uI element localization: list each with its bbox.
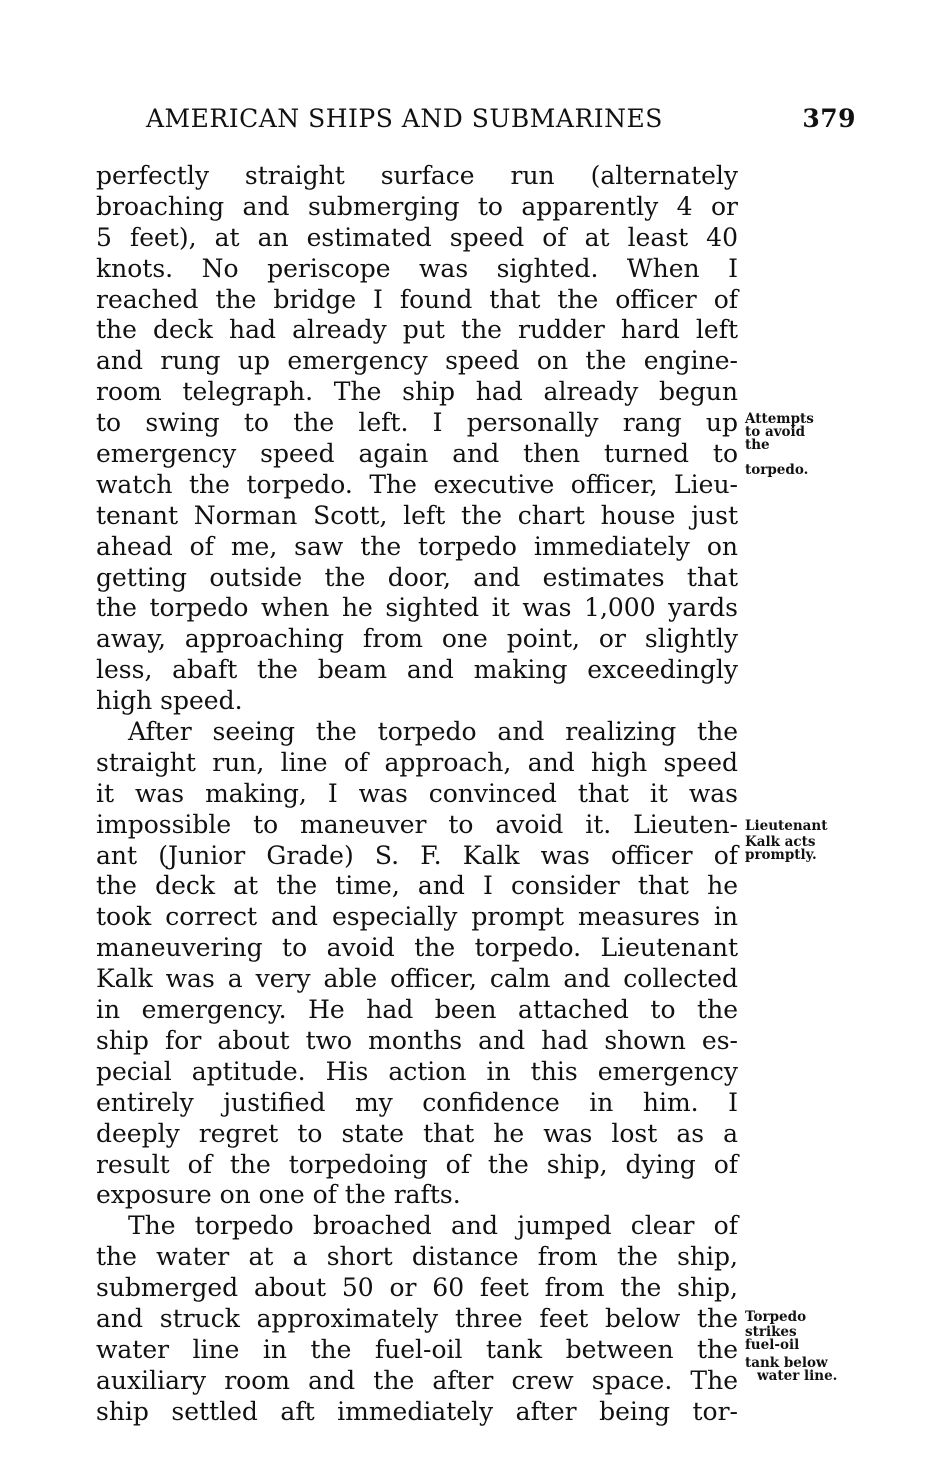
running-head-title: AMERICAN SHIPS AND SUBMARINES (146, 104, 663, 133)
text-line: less, abaft the beam and making exceedingly (96, 655, 738, 685)
text-line: and struck approximately three feet below the (96, 1303, 738, 1333)
text-line: the water at a short distance from the ship, (96, 1242, 738, 1272)
text-line: knots. No periscope was sighted. When I (96, 253, 738, 283)
text-line: ahead of me, saw the torpedo immediately on (96, 531, 738, 561)
margin-note-torpedo (745, 1311, 865, 1383)
text-line: 5 feet), at an estimated speed of at least 40 (96, 222, 738, 252)
text-line: impossible to maneuver to avoid it. Lieuten- (96, 809, 738, 839)
body-text (96, 161, 738, 1428)
margin-note-line: strikes (745, 1324, 797, 1340)
text-line: water line in the fuel-oil tank between the (96, 1334, 738, 1364)
paragraph-start-line: After seeing the torpedo and realizing the (128, 717, 738, 747)
margin-note-line: Torpedo (745, 1309, 807, 1325)
margin-note-line: torpedo. (745, 462, 809, 478)
margin-note-line: Lieutenant (745, 818, 828, 834)
text-line: away, approaching from one point, or slightly (96, 624, 738, 654)
text-line: pecial aptitude. His action in this emergency (96, 1056, 738, 1086)
text-line: Kalk was a very able officer, calm and collected (96, 964, 738, 994)
margin-note-line: Kalk acts (745, 834, 816, 850)
margin-note-line: promptly. (745, 847, 817, 863)
paragraph-start-line: The torpedo broached and jumped clear of (128, 1211, 738, 1241)
text-line: broaching and submerging to apparently 4 or (96, 191, 738, 221)
margin-note-line: the (745, 437, 770, 453)
text-line: emergency speed again and then turned to (96, 439, 738, 469)
text-line: room telegraph. The ship had already begun (96, 377, 738, 407)
text-line: took correct and especially prompt measures in (96, 902, 738, 932)
text-line: exposure on one of the rafts. (96, 1180, 461, 1210)
text-line: straight run, line of approach, and high speed (96, 747, 738, 777)
margin-note-line: water line. (757, 1368, 838, 1384)
margin-note-attempts (745, 413, 865, 477)
text-line: and rung up emergency speed on the engine- (96, 346, 738, 376)
page-number: 379 (802, 104, 856, 133)
text-line: high speed. (96, 686, 243, 716)
text-line: maneuvering to avoid the torpedo. Lieutenant (96, 933, 738, 963)
text-line: entirely justified my confidence in him. I (96, 1087, 738, 1117)
text-line: reached the bridge I found that the officer of (96, 284, 738, 314)
text-line: the deck at the time, and I consider that he (96, 871, 738, 901)
text-line: it was making, I was convinced that it was (96, 778, 738, 808)
margin-note-line: to avoid (745, 424, 806, 440)
text-line: submerged about 50 or 60 feet from the ship, (96, 1273, 738, 1303)
text-line: ship for about two months and had shown es- (96, 1025, 738, 1055)
text-line: watch the torpedo. The executive officer, Lieu- (96, 469, 738, 499)
text-line: ant (Junior Grade) S. F. Kalk was officer of (96, 840, 738, 870)
margin-note-line: fuel-oil (745, 1337, 800, 1353)
text-line: the deck had already put the rudder hard left (96, 315, 738, 345)
margin-note-line: Attempts (745, 411, 814, 427)
text-line: in emergency. He had been attached to the (96, 995, 738, 1025)
text-line: perfectly straight surface run (alternately (96, 161, 738, 190)
text-line: deeply regret to state that he was lost as a (96, 1118, 738, 1148)
text-line: the torpedo when he sighted it was 1,000 yards (96, 593, 738, 623)
text-line: getting outside the door, and estimates that (96, 562, 738, 592)
text-line: ship settled aft immediately after being tor- (96, 1396, 738, 1426)
running-head (146, 104, 856, 136)
text-line: tenant Norman Scott, left the chart house just (96, 500, 738, 530)
margin-note-line: tank below (745, 1355, 828, 1371)
text-line: result of the torpedoing of the ship, dying of (96, 1149, 738, 1179)
margin-note-lieutenant (745, 820, 865, 862)
text-line: auxiliary room and the after crew space. The (96, 1365, 738, 1395)
text-line: to swing to the left. I personally rang up (96, 408, 738, 438)
